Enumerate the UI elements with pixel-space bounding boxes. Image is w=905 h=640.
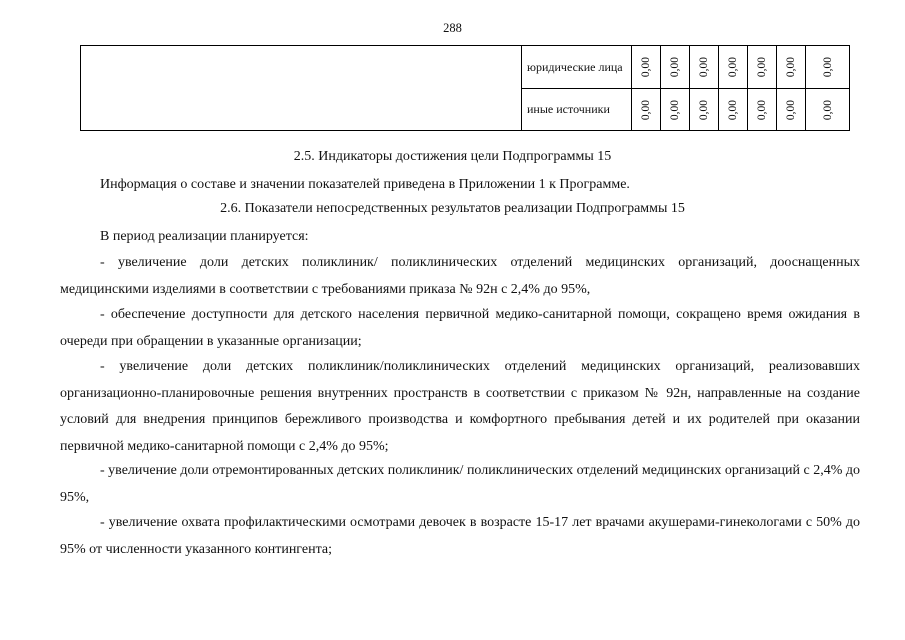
value-cell: 0,00 bbox=[785, 56, 797, 78]
value-cell: 0,00 bbox=[727, 99, 739, 120]
list-item: - увеличение охвата профилактическими осмотрами девочек в возрасте 15-17 лет врачами акушерами-гинекологами с 50% до 95% от численности указанного контингента; bbox=[60, 515, 860, 557]
source-cell: иные источники bbox=[522, 89, 632, 131]
value-cell: 0,00 bbox=[698, 99, 710, 120]
list-item: - обеспечение доступности для детского населения первичной медико-санитарной помощи, сокращено время ожидания в очереди при обращении в указанные организации; bbox=[60, 307, 860, 349]
value-cell: 0,00 bbox=[669, 99, 681, 120]
value-cell: 0,00 bbox=[698, 56, 710, 78]
paragraph-2-5: Информация о составе и значении показателей приведена в Приложении 1 к Программе. bbox=[100, 177, 630, 192]
value-cell: 0,00 bbox=[785, 99, 797, 120]
value-cell: 0,00 bbox=[669, 56, 681, 78]
value-cell: 0,00 bbox=[640, 56, 652, 78]
value-cell: 0,00 bbox=[821, 99, 834, 120]
source-cell: юридические лица bbox=[522, 46, 632, 89]
table-row bbox=[81, 46, 850, 89]
value-cell: 0,00 bbox=[727, 56, 739, 78]
section-heading-2-5: 2.5. Индикаторы достижения цели Подпрограммы 15 bbox=[293, 149, 612, 164]
list-item: - увеличение доли детских поликлиник/ поликлинических отделений медицинских организаций, дооснащенных медицинскими изделиями в соответствии с требованиями приказа № 92н с 2,4% до 95%, bbox=[60, 255, 860, 297]
value-cell: 0,00 bbox=[756, 56, 768, 78]
value-cell: 0,00 bbox=[821, 56, 834, 78]
list-item: - увеличение доли отремонтированных детских поликлиник/ поликлинических отделений медицинских организаций с 2,4% до 95%, bbox=[60, 463, 861, 505]
list-item: - увеличение доли детских поликлиник/поликлинических отделений медицинских организаций, реализовавших организационно-планировочные решения внутренних пространств в соответствии с приказом № 92н, направленные на создание условий для внедрения принципов бережливого производства и комфортного пребывания детей и их родителей при оказании первичной медико-санитарной помощи с 2,4% до 95%; bbox=[60, 359, 860, 454]
value-cell: 0,00 bbox=[756, 99, 768, 120]
funding-table bbox=[80, 45, 850, 131]
empty-cell bbox=[81, 46, 522, 131]
page-number: 288 bbox=[443, 21, 462, 35]
value-cell: 0,00 bbox=[640, 99, 652, 120]
section-heading-2-6: 2.6. Показатели непосредственных результатов реализации Подпрограммы 15 bbox=[220, 201, 685, 216]
paragraph-intro: В период реализации планируется: bbox=[100, 229, 309, 244]
